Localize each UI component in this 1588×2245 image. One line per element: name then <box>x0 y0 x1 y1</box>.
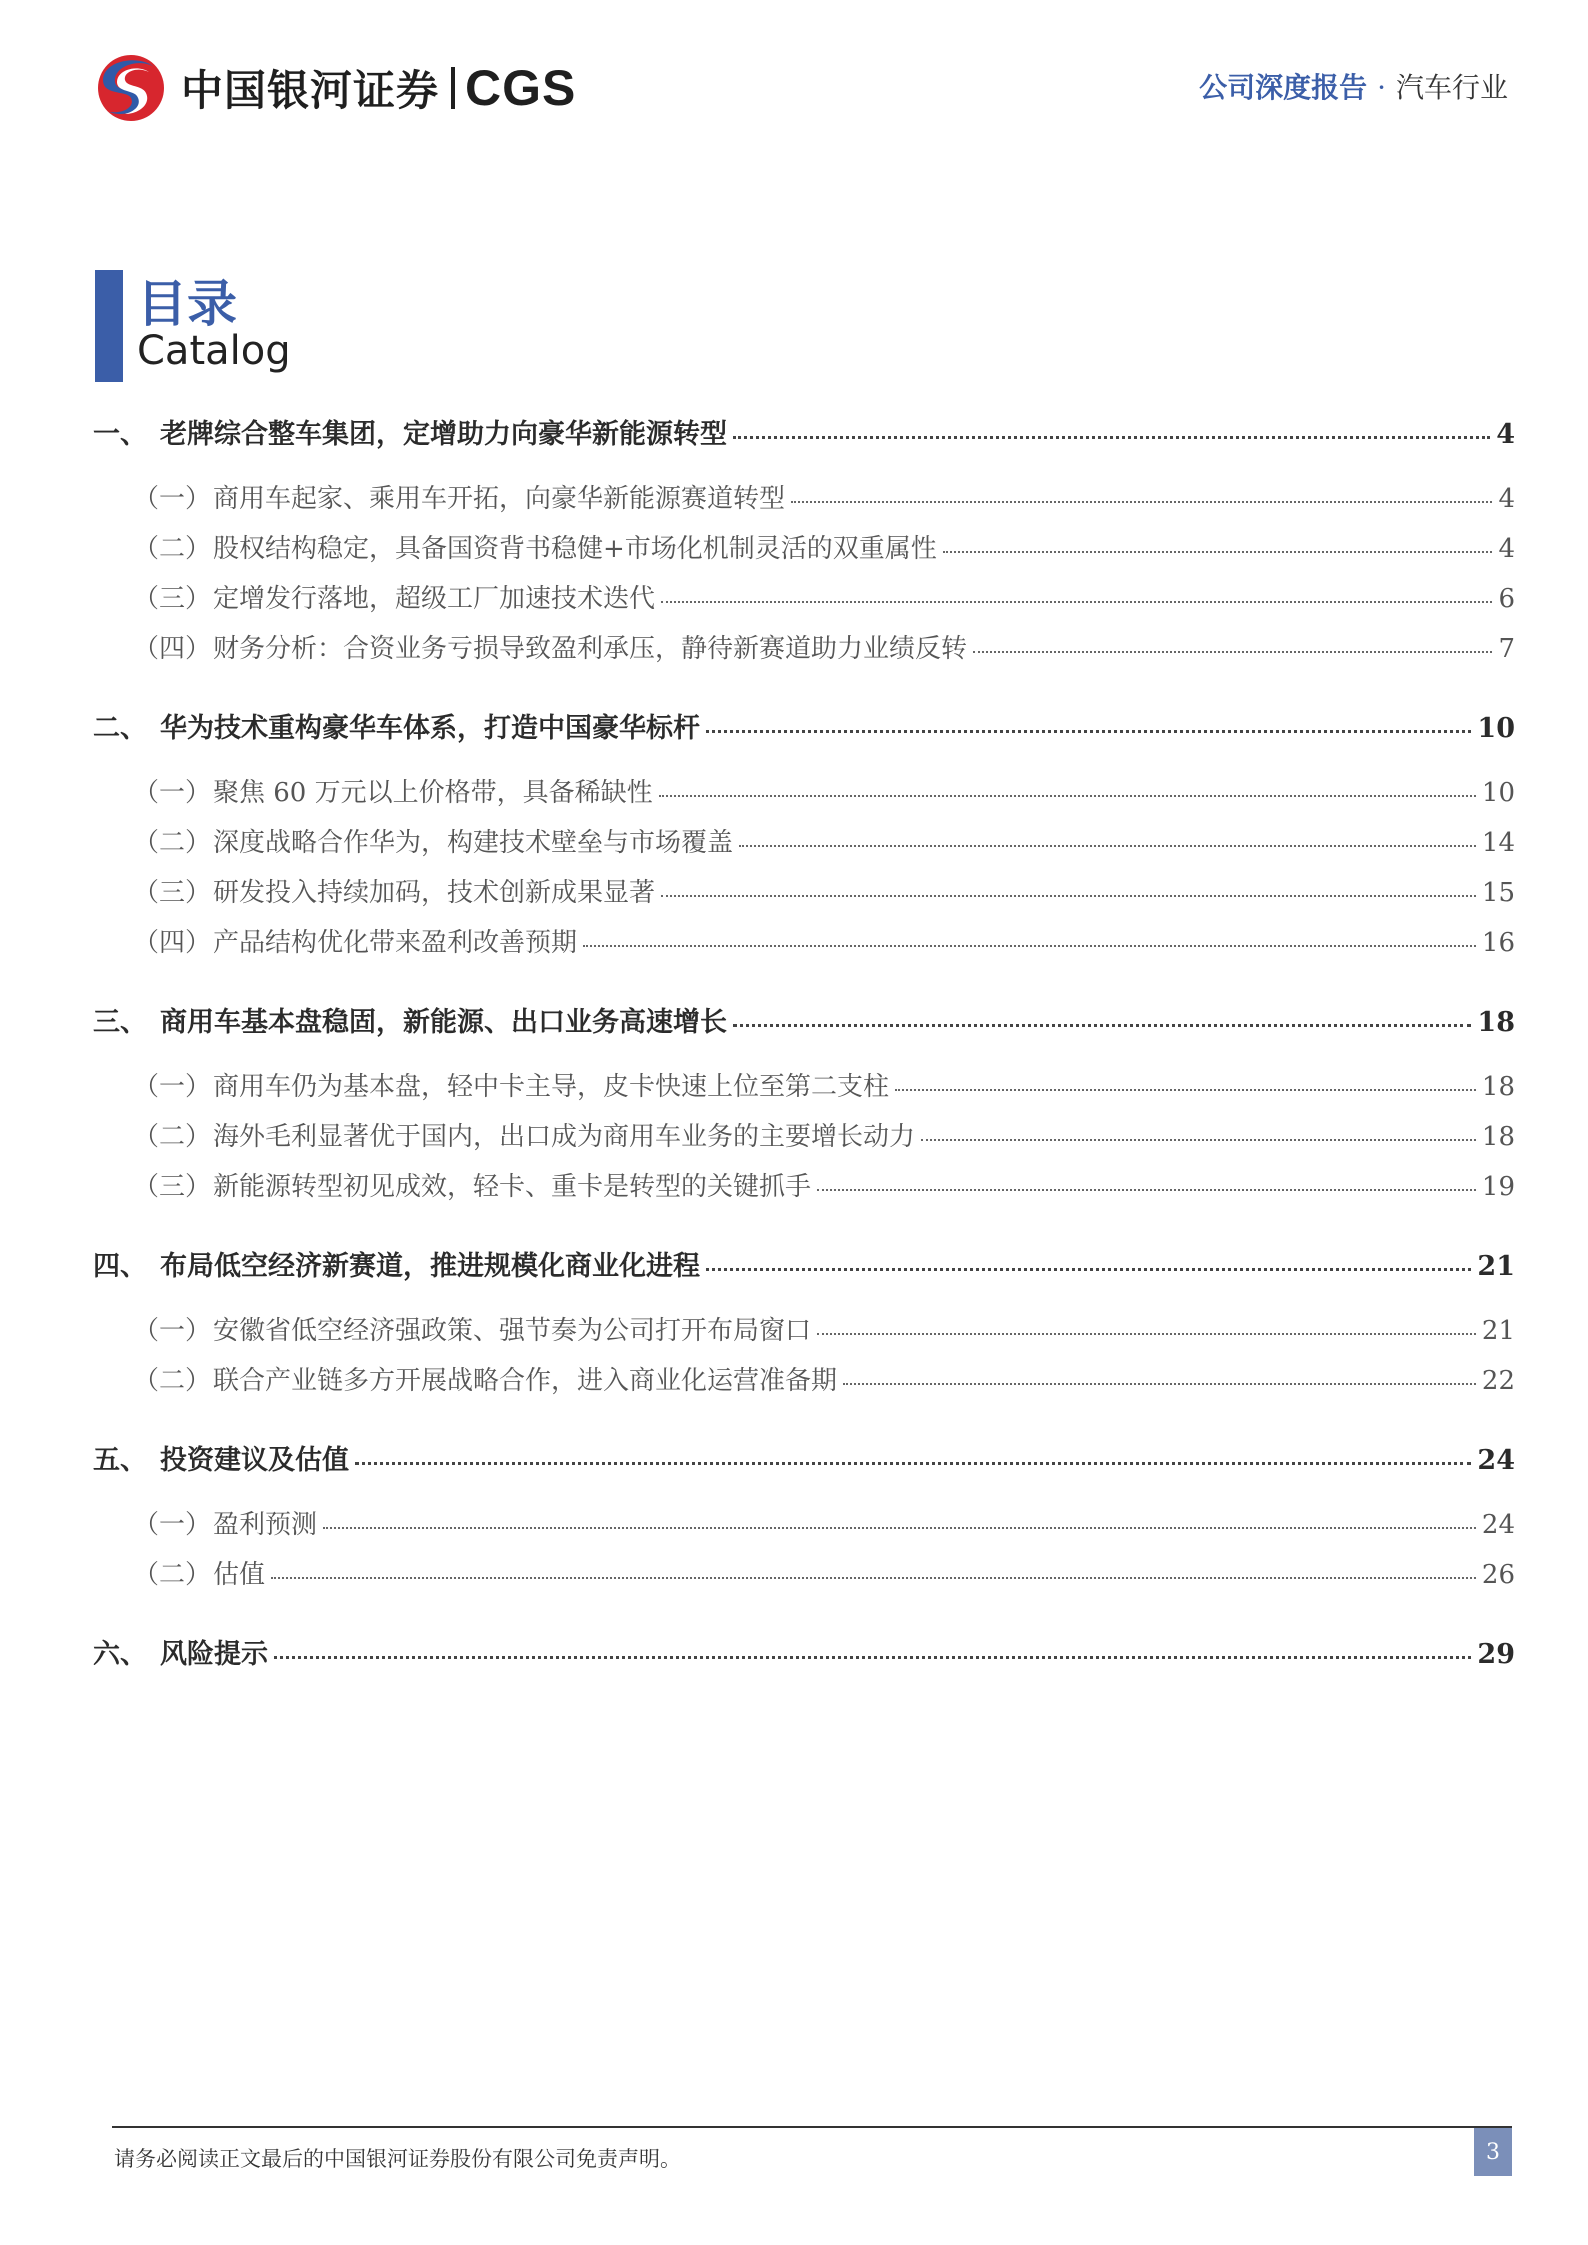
logo-chinese-name: 中国银河证券 <box>181 66 440 115</box>
toc-entry-title: 老牌综合整车集团，定增助力向豪华新能源转型 <box>160 419 727 450</box>
toc-entry-title: 投资建议及估值 <box>160 1445 349 1476</box>
toc-entry-number: （一） <box>133 1316 212 1346</box>
toc-section-entry[interactable] <box>93 628 1515 668</box>
toc-dot-leader <box>843 1383 1476 1385</box>
company-logo <box>95 52 576 124</box>
toc-entry-page: 18 <box>1481 1122 1515 1152</box>
toc-entry-number: （二） <box>133 534 212 564</box>
toc-dot-leader <box>739 845 1476 847</box>
toc-entry-number: （二） <box>133 1366 212 1396</box>
toc-entry-number: （三） <box>133 584 212 614</box>
toc-section-entry[interactable] <box>93 1116 1515 1156</box>
toc-section-entry[interactable] <box>93 1504 1515 1544</box>
toc-section-entry[interactable] <box>93 772 1515 812</box>
toc-entry-page: 4 <box>1498 534 1515 564</box>
footer-disclaimer: 请务必阅读正文最后的中国银河证券股份有限公司免责声明。 <box>114 2147 681 2171</box>
logo-english-name: CGS <box>465 60 577 116</box>
toc-section-entry[interactable] <box>93 1554 1515 1594</box>
toc-entry-title: 商用车起家、乘用车开拓，向豪华新能源赛道转型 <box>213 484 786 514</box>
toc-section-entry[interactable] <box>93 1066 1515 1106</box>
toc-section-entry[interactable] <box>93 872 1515 912</box>
toc-dot-leader <box>661 895 1476 897</box>
toc-section-entry[interactable] <box>93 578 1515 618</box>
toc-entry-page: 18 <box>1481 1072 1515 1102</box>
toc-entry-number: （一） <box>133 484 212 514</box>
toc-entry-page: 6 <box>1498 584 1515 614</box>
toc-chapter-entry[interactable] <box>93 1438 1515 1478</box>
toc-entry-number: （二） <box>133 828 212 858</box>
footer-divider <box>112 2126 1512 2128</box>
toc-section-entry[interactable] <box>93 1310 1515 1350</box>
toc-entry-page: 4 <box>1498 484 1515 514</box>
toc-entry-page: 22 <box>1481 1366 1515 1396</box>
toc-entry-page: 4 <box>1496 419 1515 450</box>
toc-entry-title: 定增发行落地，超级工厂加速技术迭代 <box>213 584 656 614</box>
toc-entry-page: 7 <box>1498 634 1515 664</box>
header-separator: · <box>1377 71 1386 104</box>
industry-label: 汽车行业 <box>1395 71 1508 104</box>
page-number: 3 <box>1474 2128 1512 2176</box>
toc-entry-number: 二、 <box>93 713 147 744</box>
toc-entry-title: 海外毛利显著优于国内，出口成为商用车业务的主要增长动力 <box>213 1122 916 1152</box>
toc-dot-leader <box>583 945 1476 947</box>
page-header <box>0 0 1588 150</box>
toc-entry-page: 10 <box>1481 778 1515 808</box>
toc-entry-title: 聚焦 60 万元以上价格带，具备稀缺性 <box>213 778 653 808</box>
toc-section-entry[interactable] <box>93 922 1515 962</box>
toc-entry-title: 深度战略合作华为，构建技术壁垒与市场覆盖 <box>213 828 734 858</box>
toc-entry-title: 财务分析：合资业务亏损导致盈利承压，静待新赛道助力业绩反转 <box>213 634 968 664</box>
toc-entry-page: 24 <box>1477 1445 1515 1476</box>
toc-entry-title: 盈利预测 <box>213 1510 318 1540</box>
toc-entry-number: 三、 <box>93 1007 147 1038</box>
toc-dot-leader <box>943 551 1493 553</box>
toc-entry-title: 研发投入持续加码，技术创新成果显著 <box>213 878 656 908</box>
toc-dot-leader <box>973 651 1492 653</box>
toc-section-entry[interactable] <box>93 822 1515 862</box>
toc-section-entry[interactable] <box>93 528 1515 568</box>
toc-dot-leader <box>274 1656 1471 1659</box>
toc-dot-leader <box>733 1024 1471 1027</box>
toc-entry-page: 29 <box>1477 1639 1515 1670</box>
toc-entry-page: 26 <box>1481 1560 1515 1590</box>
toc-dot-leader <box>817 1189 1476 1191</box>
toc-entry-number: （一） <box>133 1510 212 1540</box>
toc-dot-leader <box>661 601 1492 603</box>
toc-entry-page: 21 <box>1477 1251 1515 1282</box>
toc-dot-leader <box>659 795 1476 797</box>
toc-dot-leader <box>271 1577 1476 1579</box>
toc-dot-leader <box>706 1268 1471 1271</box>
toc-entry-number: 一、 <box>93 419 147 450</box>
toc-entry-title: 商用车仍为基本盘，轻中卡主导，皮卡快速上位至第二支柱 <box>213 1072 890 1102</box>
toc-entry-page: 15 <box>1481 878 1515 908</box>
catalog-accent-bar <box>95 270 123 382</box>
toc-entry-title: 股权结构稳定，具备国资背书稳健+市场化机制灵活的双重属性 <box>213 534 937 564</box>
toc-entry-page: 14 <box>1481 828 1515 858</box>
toc-entry-title: 新能源转型初见成效，轻卡、重卡是转型的关键抓手 <box>213 1172 812 1202</box>
toc-dot-leader <box>791 501 1492 503</box>
report-type: 公司深度报告 <box>1199 71 1368 104</box>
toc-entry-page: 24 <box>1481 1510 1515 1540</box>
toc-entry-number: （一） <box>133 778 212 808</box>
catalog-title-en: Catalog <box>137 328 291 374</box>
toc-entry-number: 六、 <box>93 1639 147 1670</box>
toc-entry-page: 16 <box>1481 928 1515 958</box>
logo-divider <box>451 67 455 109</box>
toc-chapter-entry[interactable] <box>93 412 1515 452</box>
toc-entry-title: 安徽省低空经济强政策、强节奏为公司打开布局窗口 <box>213 1316 812 1346</box>
toc-dot-leader <box>817 1333 1476 1335</box>
toc-dot-leader <box>355 1462 1471 1465</box>
toc-section-entry[interactable] <box>93 1166 1515 1206</box>
toc-entry-number: 四、 <box>93 1251 147 1282</box>
toc-chapter-entry[interactable] <box>93 1244 1515 1284</box>
toc-dot-leader <box>323 1527 1476 1529</box>
toc-entry-page: 19 <box>1481 1172 1515 1202</box>
toc-entry-title: 华为技术重构豪华车体系，打造中国豪华标杆 <box>160 713 700 744</box>
toc-entry-title: 产品结构优化带来盈利改善预期 <box>213 928 578 958</box>
toc-entry-title: 布局低空经济新赛道，推进规模化商业化进程 <box>160 1251 700 1282</box>
toc-entry-page: 21 <box>1481 1316 1515 1346</box>
toc-entry-number: （四） <box>133 634 212 664</box>
toc-entry-title: 联合产业链多方开展战略合作，进入商业化运营准备期 <box>213 1366 838 1396</box>
report-category <box>1199 66 1508 106</box>
toc-entry-title: 风险提示 <box>160 1639 268 1670</box>
toc-dot-leader <box>706 730 1471 733</box>
toc-chapter-entry[interactable] <box>93 706 1515 746</box>
toc-dot-leader <box>895 1089 1476 1091</box>
toc-entry-page: 18 <box>1477 1007 1515 1038</box>
catalog-title-cn: 目录 <box>137 274 237 333</box>
toc-entry-number: （四） <box>133 928 212 958</box>
toc-entry-number: （三） <box>133 878 212 908</box>
toc-entry-number: 五、 <box>93 1445 147 1476</box>
toc-entry-page: 10 <box>1477 713 1515 744</box>
toc-entry-number: （二） <box>133 1560 212 1590</box>
toc-section-entry[interactable] <box>93 478 1515 518</box>
toc-entry-number: （一） <box>133 1072 212 1102</box>
toc-chapter-entry[interactable] <box>93 1632 1515 1672</box>
toc-dot-leader <box>733 436 1490 439</box>
toc-chapter-entry[interactable] <box>93 1000 1515 1040</box>
toc-entry-title: 商用车基本盘稳固，新能源、出口业务高速增长 <box>160 1007 727 1038</box>
toc-entry-number: （三） <box>133 1172 212 1202</box>
toc-dot-leader <box>921 1139 1476 1141</box>
cgs-logo-icon <box>95 52 167 124</box>
toc-entry-title: 估值 <box>213 1560 266 1590</box>
toc-section-entry[interactable] <box>93 1360 1515 1400</box>
toc-entry-number: （二） <box>133 1122 212 1152</box>
